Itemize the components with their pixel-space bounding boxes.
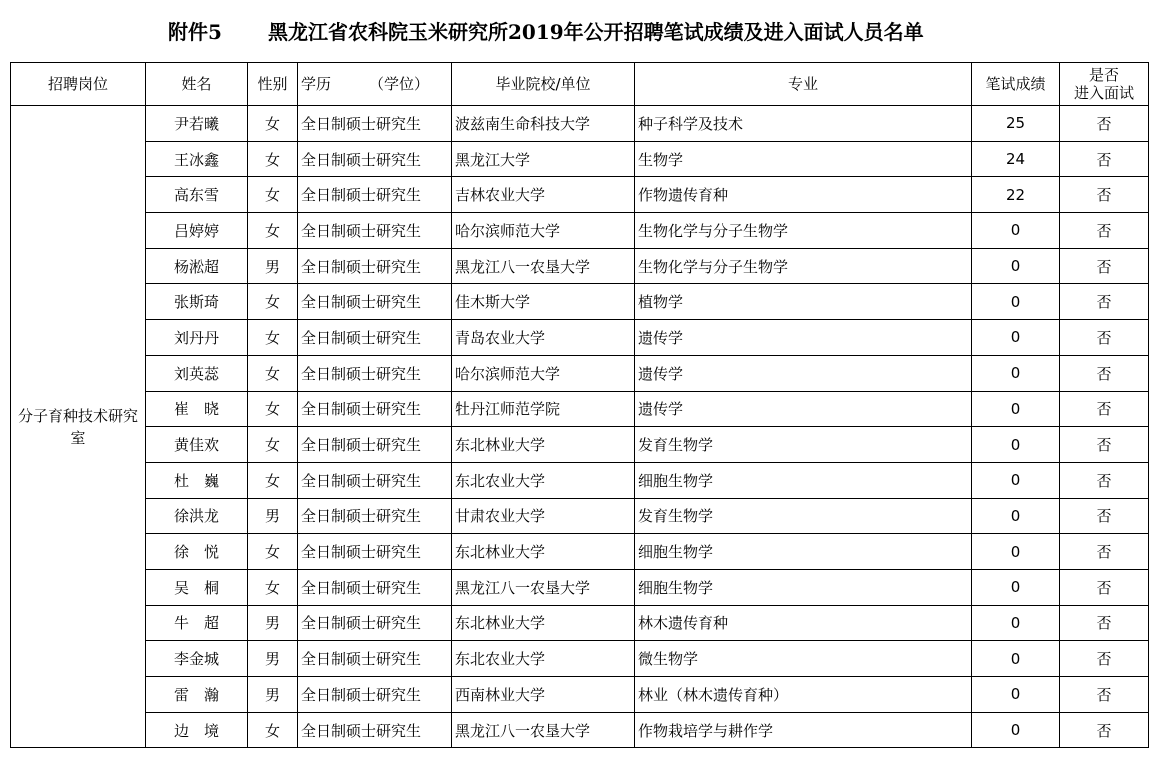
interview-cell: 否 — [1060, 177, 1149, 213]
header-score: 笔试成绩 — [972, 63, 1060, 106]
school-cell: 黑龙江八一农垦大学 — [452, 248, 635, 284]
gender-cell: 女 — [248, 320, 298, 356]
interview-cell: 否 — [1060, 427, 1149, 463]
table-row — [11, 106, 1149, 142]
education-cell: 全日制硕士研究生 — [298, 534, 452, 570]
header-school: 毕业院校/单位 — [452, 63, 635, 106]
position-cell: 分子育种技术研究室 — [11, 106, 146, 748]
gender-cell: 女 — [248, 569, 298, 605]
table-row — [11, 177, 1149, 213]
gender-cell: 男 — [248, 605, 298, 641]
score-cell: 0 — [972, 462, 1060, 498]
name-cell: 杨淞超 — [146, 248, 248, 284]
school-cell: 东北林业大学 — [452, 534, 635, 570]
header-position: 招聘岗位 — [11, 63, 146, 106]
name-cell: 吕婷婷 — [146, 213, 248, 249]
school-cell: 青岛农业大学 — [452, 320, 635, 356]
name-cell: 李金城 — [146, 641, 248, 677]
school-cell: 东北林业大学 — [452, 427, 635, 463]
name-cell: 杜 巍 — [146, 462, 248, 498]
gender-cell: 女 — [248, 213, 298, 249]
score-cell: 0 — [972, 284, 1060, 320]
name-cell: 黄佳欢 — [146, 427, 248, 463]
school-cell: 哈尔滨师范大学 — [452, 213, 635, 249]
header-degree-label: （学位） — [369, 75, 430, 93]
school-cell: 哈尔滨师范大学 — [452, 355, 635, 391]
education-cell: 全日制硕士研究生 — [298, 213, 452, 249]
name-cell: 崔 晓 — [146, 391, 248, 427]
table-row — [11, 427, 1149, 463]
gender-cell: 女 — [248, 534, 298, 570]
header-interview-line1: 是否 — [1088, 66, 1119, 84]
score-cell: 0 — [972, 213, 1060, 249]
school-cell: 波兹南生命科技大学 — [452, 106, 635, 142]
major-cell: 生物化学与分子生物学 — [635, 248, 972, 284]
name-cell: 刘丹丹 — [146, 320, 248, 356]
gender-cell: 男 — [248, 677, 298, 713]
score-cell: 0 — [972, 569, 1060, 605]
major-cell: 林业（林木遗传育种） — [635, 677, 972, 713]
score-cell: 0 — [972, 355, 1060, 391]
education-cell: 全日制硕士研究生 — [298, 177, 452, 213]
score-cell: 0 — [972, 534, 1060, 570]
education-cell: 全日制硕士研究生 — [298, 391, 452, 427]
education-cell: 全日制硕士研究生 — [298, 712, 452, 748]
score-cell: 0 — [972, 391, 1060, 427]
major-cell: 生物化学与分子生物学 — [635, 213, 972, 249]
interview-cell: 否 — [1060, 712, 1149, 748]
table-row — [11, 641, 1149, 677]
name-cell: 徐洪龙 — [146, 498, 248, 534]
education-cell: 全日制硕士研究生 — [298, 106, 452, 142]
header-education — [298, 63, 452, 106]
score-cell: 0 — [972, 248, 1060, 284]
interview-cell: 否 — [1060, 320, 1149, 356]
education-cell: 全日制硕士研究生 — [298, 605, 452, 641]
education-cell: 全日制硕士研究生 — [298, 462, 452, 498]
school-cell: 黑龙江八一农垦大学 — [452, 712, 635, 748]
education-cell: 全日制硕士研究生 — [298, 320, 452, 356]
school-cell: 黑龙江大学 — [452, 141, 635, 177]
gender-cell: 女 — [248, 391, 298, 427]
interview-cell: 否 — [1060, 534, 1149, 570]
score-cell: 0 — [972, 641, 1060, 677]
major-cell: 发育生物学 — [635, 427, 972, 463]
header-name: 姓名 — [146, 63, 248, 106]
major-cell: 遗传学 — [635, 320, 972, 356]
school-cell: 西南林业大学 — [452, 677, 635, 713]
name-cell: 边 境 — [146, 712, 248, 748]
interview-cell: 否 — [1060, 462, 1149, 498]
gender-cell: 男 — [248, 641, 298, 677]
education-cell: 全日制硕士研究生 — [298, 677, 452, 713]
score-cell: 0 — [972, 320, 1060, 356]
table-row — [11, 284, 1149, 320]
interview-cell: 否 — [1060, 248, 1149, 284]
major-cell: 遗传学 — [635, 391, 972, 427]
gender-cell: 女 — [248, 106, 298, 142]
gender-cell: 女 — [248, 712, 298, 748]
gender-cell: 女 — [248, 427, 298, 463]
results-table — [10, 62, 1149, 748]
name-cell: 尹若曦 — [146, 106, 248, 142]
major-cell: 种子科学及技术 — [635, 106, 972, 142]
major-cell: 遗传学 — [635, 355, 972, 391]
major-cell: 细胞生物学 — [635, 462, 972, 498]
name-cell: 刘英蕊 — [146, 355, 248, 391]
gender-cell: 男 — [248, 498, 298, 534]
major-cell: 作物栽培学与耕作学 — [635, 712, 972, 748]
score-cell: 0 — [972, 605, 1060, 641]
table-row — [11, 569, 1149, 605]
document-title — [0, 12, 1160, 52]
school-cell: 吉林农业大学 — [452, 177, 635, 213]
table-row — [11, 712, 1149, 748]
education-cell: 全日制硕士研究生 — [298, 284, 452, 320]
table-row — [11, 462, 1149, 498]
header-education-label: 学历 — [301, 75, 332, 93]
table-row — [11, 605, 1149, 641]
name-cell: 牛 超 — [146, 605, 248, 641]
name-cell: 雷 瀚 — [146, 677, 248, 713]
table-row — [11, 391, 1149, 427]
school-cell: 甘肃农业大学 — [452, 498, 635, 534]
gender-cell: 女 — [248, 355, 298, 391]
interview-cell: 否 — [1060, 106, 1149, 142]
score-cell: 24 — [972, 141, 1060, 177]
gender-cell: 女 — [248, 177, 298, 213]
table-row — [11, 213, 1149, 249]
score-cell: 0 — [972, 427, 1060, 463]
education-cell: 全日制硕士研究生 — [298, 248, 452, 284]
name-cell: 张斯琦 — [146, 284, 248, 320]
interview-cell: 否 — [1060, 284, 1149, 320]
score-cell: 22 — [972, 177, 1060, 213]
gender-cell: 女 — [248, 462, 298, 498]
table-row — [11, 141, 1149, 177]
table-row — [11, 677, 1149, 713]
interview-cell: 否 — [1060, 641, 1149, 677]
header-row — [11, 63, 1149, 106]
interview-cell: 否 — [1060, 355, 1149, 391]
name-cell: 徐 悦 — [146, 534, 248, 570]
score-cell: 25 — [972, 106, 1060, 142]
gender-cell: 男 — [248, 248, 298, 284]
score-cell: 0 — [972, 498, 1060, 534]
table-row — [11, 248, 1149, 284]
interview-cell: 否 — [1060, 569, 1149, 605]
attachment-label: 附件5 — [168, 20, 222, 44]
header-interview — [1060, 63, 1149, 106]
education-cell: 全日制硕士研究生 — [298, 141, 452, 177]
header-major: 专业 — [635, 63, 972, 106]
education-cell: 全日制硕士研究生 — [298, 569, 452, 605]
education-cell: 全日制硕士研究生 — [298, 641, 452, 677]
interview-cell: 否 — [1060, 498, 1149, 534]
name-cell: 高东雪 — [146, 177, 248, 213]
table-row — [11, 498, 1149, 534]
interview-cell: 否 — [1060, 605, 1149, 641]
header-gender: 性别 — [248, 63, 298, 106]
table-row — [11, 320, 1149, 356]
school-cell: 黑龙江八一农垦大学 — [452, 569, 635, 605]
major-cell: 细胞生物学 — [635, 569, 972, 605]
interview-cell: 否 — [1060, 391, 1149, 427]
school-cell: 东北农业大学 — [452, 462, 635, 498]
education-cell: 全日制硕士研究生 — [298, 355, 452, 391]
score-cell: 0 — [972, 677, 1060, 713]
name-cell: 王冰鑫 — [146, 141, 248, 177]
education-cell: 全日制硕士研究生 — [298, 498, 452, 534]
education-cell: 全日制硕士研究生 — [298, 427, 452, 463]
school-cell: 佳木斯大学 — [452, 284, 635, 320]
interview-cell: 否 — [1060, 677, 1149, 713]
school-cell: 东北农业大学 — [452, 641, 635, 677]
major-cell: 生物学 — [635, 141, 972, 177]
interview-cell: 否 — [1060, 141, 1149, 177]
title-text: 黑龙江省农科院玉米研究所2019年公开招聘笔试成绩及进入面试人员名单 — [268, 20, 924, 44]
school-cell: 牡丹江师范学院 — [452, 391, 635, 427]
table-row — [11, 355, 1149, 391]
major-cell: 微生物学 — [635, 641, 972, 677]
name-cell: 吴 桐 — [146, 569, 248, 605]
score-cell: 0 — [972, 712, 1060, 748]
major-cell: 植物学 — [635, 284, 972, 320]
major-cell: 发育生物学 — [635, 498, 972, 534]
table-row — [11, 534, 1149, 570]
major-cell: 作物遗传育种 — [635, 177, 972, 213]
major-cell: 细胞生物学 — [635, 534, 972, 570]
major-cell: 林木遗传育种 — [635, 605, 972, 641]
interview-cell: 否 — [1060, 213, 1149, 249]
gender-cell: 女 — [248, 284, 298, 320]
header-interview-line2: 进入面试 — [1073, 84, 1134, 102]
gender-cell: 女 — [248, 141, 298, 177]
school-cell: 东北林业大学 — [452, 605, 635, 641]
